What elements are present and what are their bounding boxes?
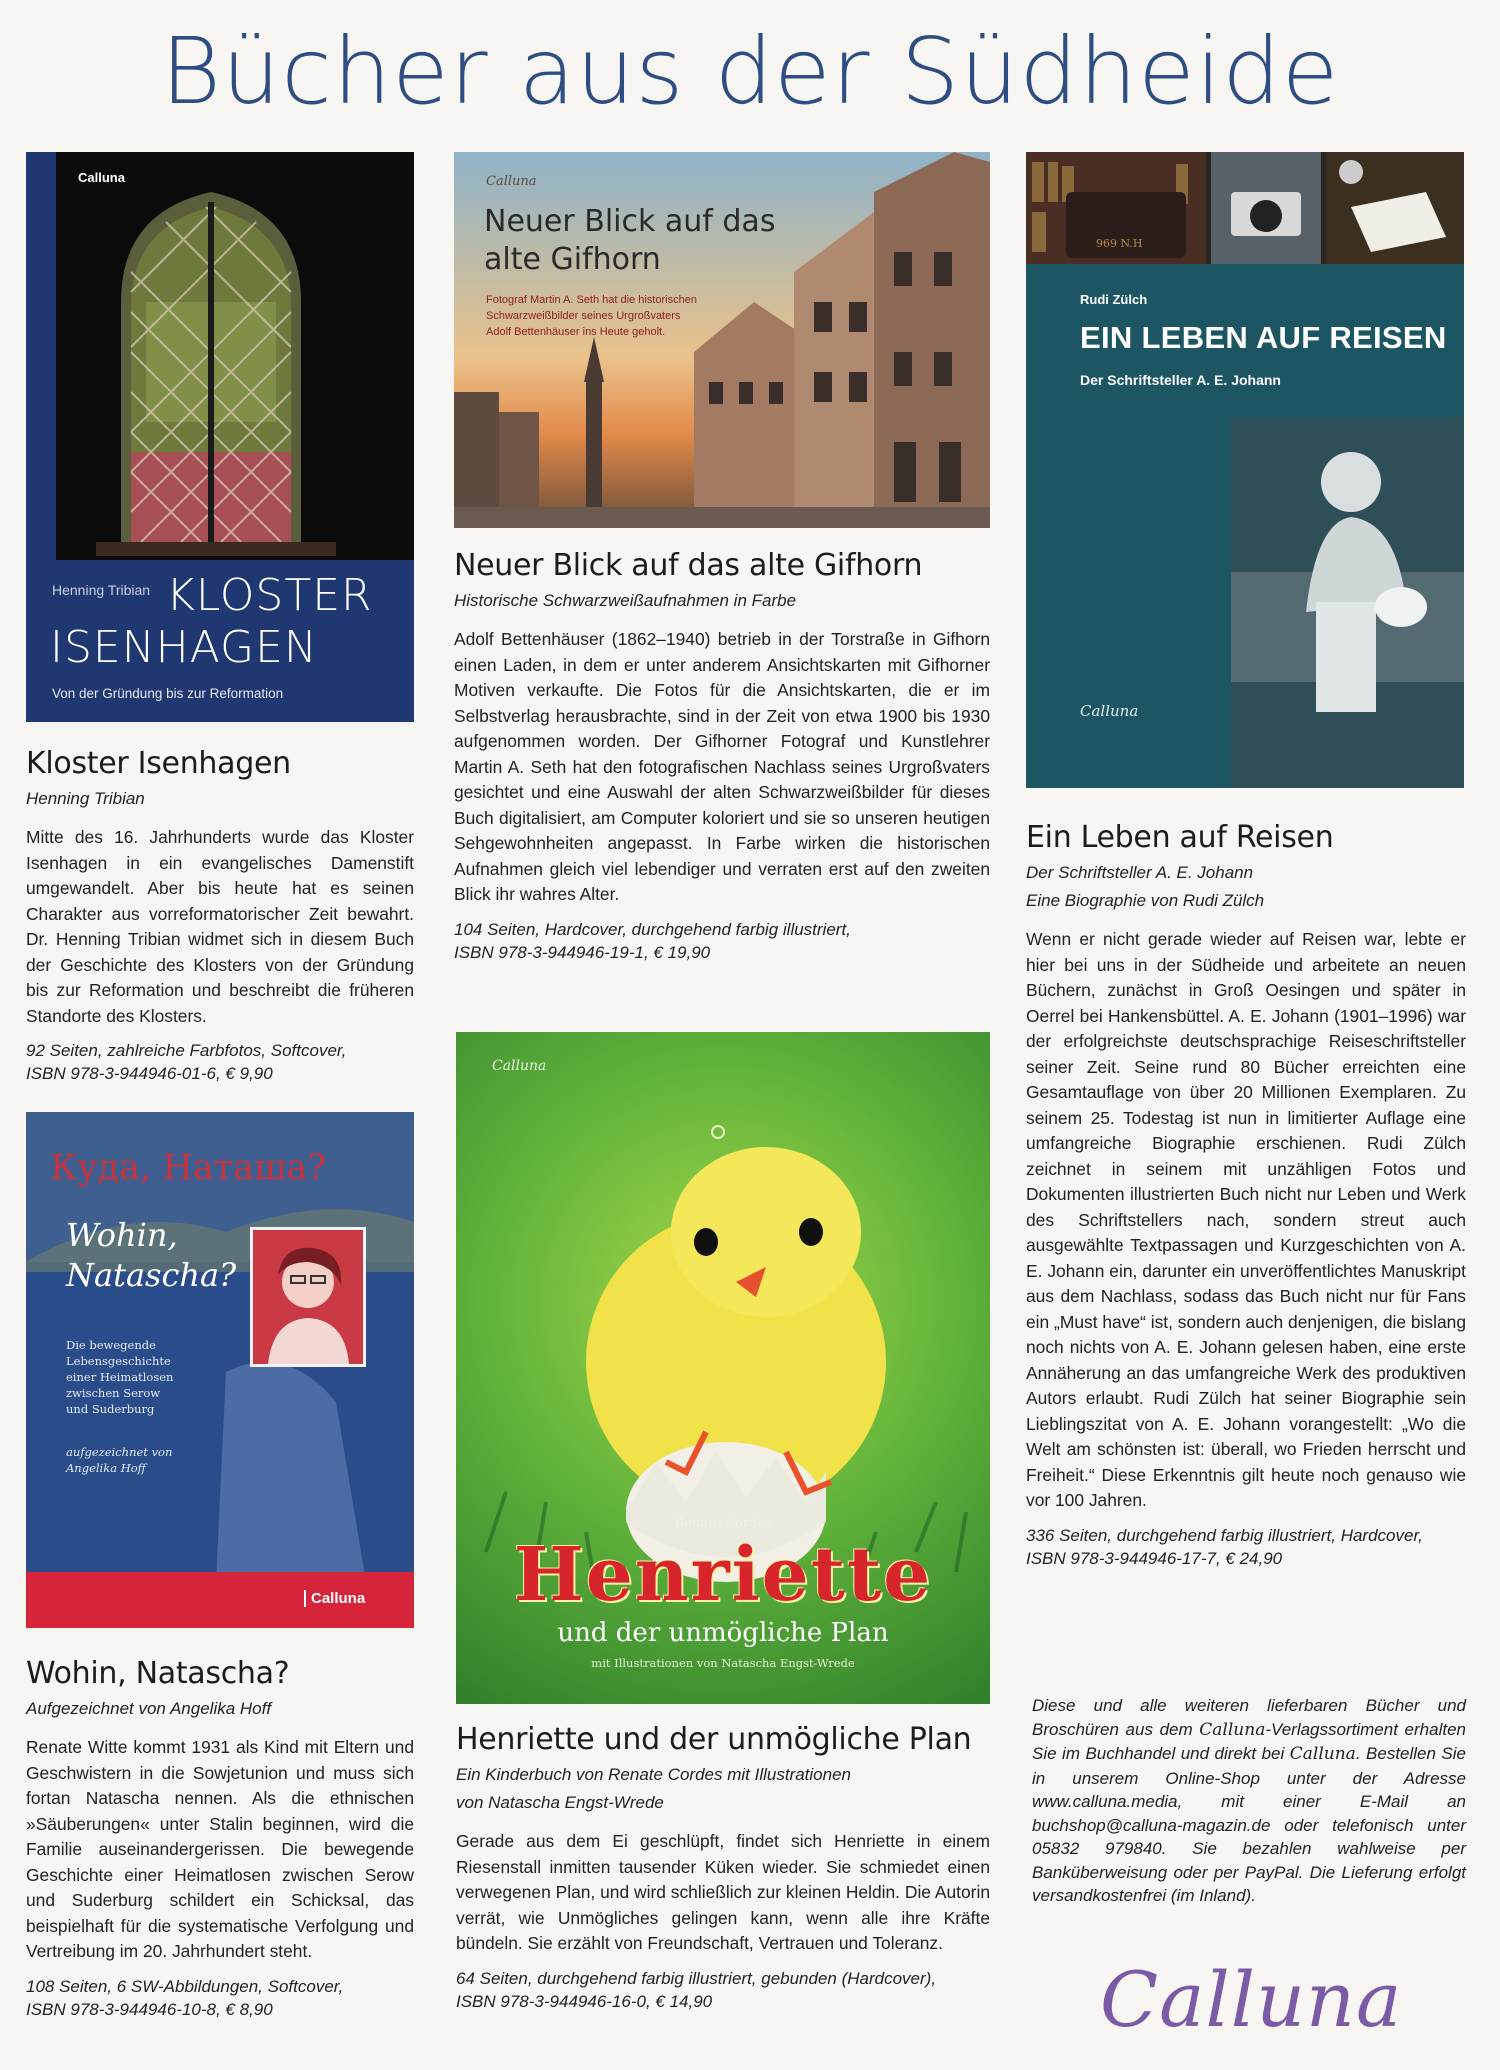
gifhorn-subtitle: Historische Schwarzweißaufnahmen in Farbe	[454, 591, 797, 610]
natascha-article	[26, 1112, 414, 2021]
kloster-author: Henning Tribian	[26, 789, 145, 808]
natascha-blurb-line: und Suderburg	[66, 1402, 155, 1416]
henriette-article	[456, 1032, 990, 2013]
reisen-heading: Ein Leben auf Reisen	[1026, 820, 1334, 855]
natascha-blurb-line: Lebensgeschichte	[66, 1354, 171, 1368]
natascha-blurb-line: Die bewegende	[66, 1338, 156, 1352]
natascha-cover-publisher: Calluna	[304, 1590, 365, 1607]
gifhorn-blurb-line: Schwarzweißbilder seines Urgroßvaters	[486, 310, 681, 322]
natascha-meta-isbn: ISBN 978-3-944946-10-8, € 8,90	[26, 1999, 273, 2019]
kloster-body: Mitte des 16. Jahrhunderts wurde das Kloster Isenhagen in ein evangelisches Damenstift umgewandelt. Aber bis heute hat es seinen Charakter aus vorreformatorischer Zeit bewahrt. Dr. Henning Tribian widmet sich in diesem Buch der Geschichte des Klosters von der Gründung bis zur Reformation und beschreibt die früheren Standorte des Klosters.	[26, 827, 414, 1026]
page-title: Bücher aus der Südheide	[160, 18, 1340, 125]
kloster-cover-title2: ISENHAGEN	[50, 622, 318, 673]
gifhorn-heading: Neuer Blick auf das alte Gifhorn	[454, 548, 923, 583]
gifhorn-cover-blurb	[486, 292, 697, 340]
shop-note-text	[1032, 1694, 1466, 1908]
natascha-body: Renate Witte kommt 1931 als Kind mit Eltern und Geschwistern in die Sowjetunion und muss sich fortan Natascha nennen. Als die ethnischen »Säuberungen« unter Stalin beginnen, wird die Familie auseinandergerissen. Die bewegende Geschichte einer Heimatlosen zwischen Serow und Suderburg schildert ein Schicksal, das beispielhaft für die systematische Verfolgung und Vertreibung im 20. Jahrhundert steht.	[26, 1737, 414, 1961]
reisen-cover-art	[1026, 152, 1464, 788]
henriette-cover-publisher: Calluna	[492, 1058, 547, 1074]
shop-note-part: . Bestellen Sie in unserem Online-Shop unter der Adresse www.calluna.media, mit einer E-Mail an buchshop@calluna-magazin.de oder telefonisch unter 05832 979840. Sie bezahlen wahlweise per Banküberweisung oder per PayPal. Die Lieferung erfolgt versandkostenfrei (im Inland).	[1032, 1744, 1466, 1905]
calluna-brand: Calluna	[1199, 1719, 1266, 1740]
reisen-cover-suitcase-label: 969 N.H	[1096, 237, 1143, 250]
gifhorn-cover-publisher: Calluna	[486, 174, 537, 189]
gifhorn-blurb-line: Fotograf Martin A. Seth hat die historischen	[486, 294, 697, 306]
natascha-cover-credit	[66, 1444, 172, 1476]
henriette-meta-pages: 64 Seiten, durchgehend farbig illustriert, gebunden (Hardcover),	[456, 1968, 937, 1988]
gifhorn-blurb-line: Adolf Bettenhäuser ins Heute geholt.	[486, 326, 666, 338]
gifhorn-meta-isbn: ISBN 978-3-944946-19-1, € 19,90	[454, 942, 711, 962]
gifhorn-article	[454, 152, 990, 964]
calluna-logo: Calluna	[1100, 1955, 1403, 2044]
kloster-cover-publisher: Calluna	[78, 170, 125, 185]
kloster-cover-author: Henning Tribian	[52, 582, 151, 598]
natascha-cover[interactable]	[26, 1112, 414, 1628]
gifhorn-cover[interactable]	[454, 152, 990, 528]
henriette-cover[interactable]	[456, 1032, 990, 1704]
natascha-credit-line: Angelika Hoff	[66, 1461, 146, 1475]
reisen-cover[interactable]	[1026, 152, 1464, 788]
gifhorn-cover-title1: Neuer Blick auf das	[484, 204, 776, 239]
natascha-credit-line: aufgezeichnet von	[66, 1445, 173, 1459]
shop-note	[1032, 1694, 1466, 1908]
gifhorn-body: Adolf Bettenhäuser (1862–1940) betrieb in der Torstraße in Gifhorn einen Laden, in dem er unter anderem Ansichtskarten mit Gifhorner Motiven verkaufte. Die Fotos für die Ansichtskarten, die er im Selbstverlag herausbrachte, sind in der Zeit von etwa 1900 bis 1930 aufgenommen worden. Der Gifhorner Fotograf und Kunstlehrer Martin A. Seth hat den fotografischen Nachlass seines Urgroßvaters gesichtet und eine Auswahl der alten Schwarzweißbilder für dieses Buch digitalisiert, am Computer koloriert und sie so unseren heutigen Sehgewohnheiten angepasst. In Farbe wirken die historischen Aufnahmen gleich viel lebendiger und verraten erst auf den zweiten Blick ihr wahres Alter.	[454, 629, 990, 904]
reisen-meta-pages: 336 Seiten, durchgehend farbig illustriert, Hardcover,	[1026, 1525, 1423, 1545]
henriette-meta-isbn: ISBN 978-3-944946-16-0, € 14,90	[456, 1991, 713, 2011]
natascha-cover-russian-title: Куда, Наташа?	[50, 1148, 327, 1188]
calluna-brand: Calluna	[1289, 1744, 1356, 1764]
shop-note-part: -Verlagssortiment erhalten Sie im Buchhandel und direkt bei	[1032, 1719, 1466, 1763]
kloster-meta-isbn: ISBN 978-3-944946-01-6, € 9,90	[26, 1064, 273, 1083]
henriette-cover-title2: und der unmögliche Plan	[557, 1618, 889, 1648]
reisen-subtitle1: Der Schriftsteller A. E. Johann	[1026, 863, 1254, 882]
kloster-cover[interactable]	[26, 152, 414, 722]
natascha-blurb-line: zwischen Serow	[66, 1386, 161, 1400]
reisen-cover-author: Rudi Zülch	[1080, 292, 1148, 307]
kloster-meta-pages: 92 Seiten, zahlreiche Farbfotos, Softcover,	[26, 1041, 347, 1060]
reisen-meta-isbn: ISBN 978-3-944946-17-7, € 24,90	[1026, 1548, 1283, 1568]
gifhorn-meta-pages: 104 Seiten, Hardcover, durchgehend farbig illustriert,	[454, 919, 851, 939]
henriette-subtitle2: von Natascha Engst-Wrede	[456, 1793, 664, 1812]
kloster-cover-subtitle: Von der Gründung bis zur Reformation	[52, 686, 284, 701]
natascha-heading: Wohin, Natascha?	[26, 1656, 290, 1691]
kloster-article	[26, 152, 414, 1085]
henriette-cover-credit: mit Illustrationen von Natascha Engst-Wrede	[591, 1656, 855, 1670]
natascha-cover-title2: Natascha?	[66, 1256, 237, 1294]
reisen-cover-publisher: Calluna	[1080, 702, 1139, 720]
natascha-photo	[250, 1227, 366, 1367]
shop-note-part: Diese und alle weiteren lieferbaren Bücher und Broschüren aus dem	[1032, 1696, 1466, 1739]
reisen-article	[1026, 152, 1466, 1570]
henriette-subtitle1: Ein Kinderbuch von Renate Cordes mit Illustrationen	[456, 1765, 851, 1784]
reisen-subtitle2: Eine Biographie von Rudi Zülch	[1026, 891, 1265, 910]
henriette-body: Gerade aus dem Ei geschlüpft, findet sich Henriette in einem Riesenstall inmitten tausender Küken wieder. Sie schmiedet einen verwegenen Plan, und wird schließlich zur kleinen Heldin. Die Autorin verrät, wie Unmögliches gelingen kann, wenn alle ihre Kräfte bündeln. Sie erzählt von Freundschaft, Vertrauen und Toleranz.	[456, 1831, 990, 1953]
henriette-heading: Henriette und der unmögliche Plan	[456, 1722, 972, 1757]
natascha-blurb-line: einer Heimatlosen	[66, 1370, 174, 1384]
natascha-meta-pages: 108 Seiten, 6 SW-Abbildungen, Softcover,	[26, 1976, 344, 1996]
reisen-cover-subtitle: Der Schriftsteller A. E. Johann	[1080, 372, 1281, 388]
natascha-cover-blurb	[66, 1337, 173, 1417]
kloster-heading: Kloster Isenhagen	[26, 746, 291, 781]
henriette-cover-author: Renate Cordes	[674, 1516, 772, 1531]
reisen-cover-title: EIN LEBEN AUF REISEN	[1080, 320, 1447, 355]
natascha-cover-title1: Wohin,	[66, 1216, 178, 1254]
gifhorn-cover-title2: alte Gifhorn	[484, 242, 661, 277]
natascha-author: Aufgezeichnet von Angelika Hoff	[26, 1699, 272, 1718]
kloster-cover-title1: KLOSTER	[166, 570, 373, 621]
henriette-cover-title: Henriette	[513, 1532, 933, 1618]
reisen-body: Wenn er nicht gerade wieder auf Reisen war, lebte er hier bei uns in der Südheide und arbeitete an neuen Büchern, zunächst in Groß Oesingen und später in Oerrel bei Hankensbüttel. A. E. Johann (1901–1996) war der erfolgreichste deutschsprachige Reiseschriftsteller seiner Zeit. Seine rund 80 Bücher erreichten eine Gesamtauflage von über 20 Millionen Exemplaren. Zu seinem 25. Todestag ist nun in limitierter Auflage eine umfangreiche Biographie erschienen. Rudi Zülch zeichnet in seinem mit unzähligen Fotos und Dokumenten illustrierten Buch nicht nur Leben und Werk des Schriftstellers nach, sondern streut auch ausgewählte Textpassagen und Kurzgeschichten von A. E. Johann ein, darunter ein unveröffentlichtes Manuskript aus dem Nachlass, sodass das Buch nicht nur für Fans ein „Must have“ ist, sondern auch denjenigen, die bislang noch nichts von A. E. Johann gelesen haben, eine erste Annäherung an das umfangreiche Werk des produktiven Autors erlaubt. Rudi Zülch hat seiner Biographie sein Lieblingszitat von A. E. Johann vorangestellt: „Wo die Welt am schönsten ist: überall, wo Frieden herrscht und Freiheit.“ Diese Erkenntnis gilt heute noch genauso wie vor 100 Jahren.	[1026, 929, 1466, 1510]
